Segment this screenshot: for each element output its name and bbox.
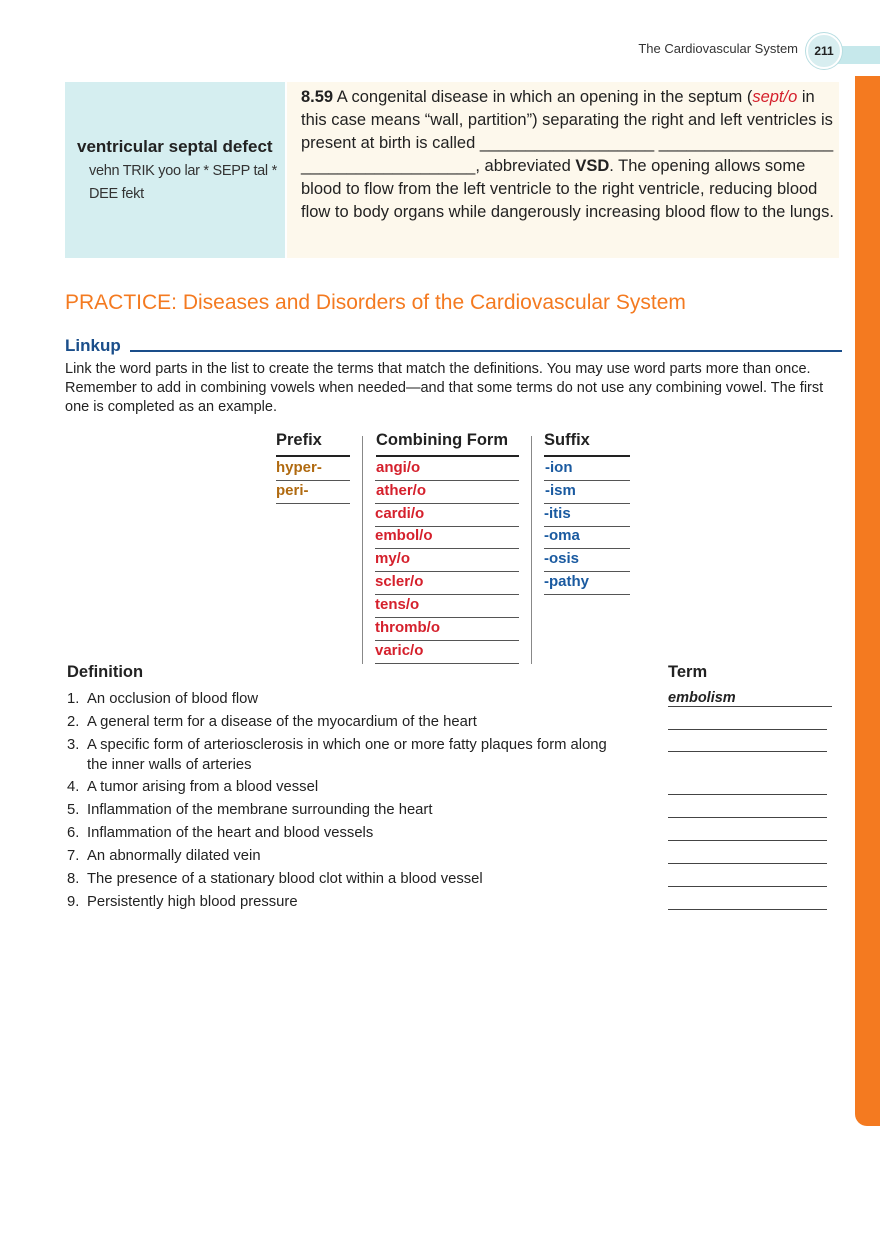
suffix-line xyxy=(544,480,630,481)
suffix-item: -ism xyxy=(545,482,576,499)
frame-number: 8.59 xyxy=(301,88,334,106)
prefix-item: peri- xyxy=(276,482,309,499)
combining-form-item: angi/o xyxy=(376,459,421,476)
definition-item: 6. Inflammation of the heart and blood vessels xyxy=(67,825,374,841)
example-answer: embolism xyxy=(668,690,736,706)
answer-blank[interactable] xyxy=(668,840,827,841)
frame-text: 8.59 A congenital disease in which an opening in the septum (sept/o in this case means “wall, partition”) separating the right and left ventricles is present at birth is called ___________________ ___________________ ___________________, abbreviated VSD. The opening allows some blood to flow from the left ventricle to the right ventricle, reducing blood flow to body organs while dangerously increasing blood flow to the lungs. xyxy=(301,88,834,221)
prefix-header-rule xyxy=(276,455,350,457)
practice-title: PRACTICE: Diseases and Disorders of the Cardiovascular System xyxy=(65,291,686,314)
answer-blank[interactable] xyxy=(668,794,827,795)
combining-line xyxy=(375,503,519,504)
answer-blank[interactable] xyxy=(668,751,827,752)
suffix-item: -itis xyxy=(544,505,571,522)
definition-item: 1. An occlusion of blood flow xyxy=(67,691,259,707)
prefix-line xyxy=(276,480,350,481)
suffix-item: -pathy xyxy=(544,573,589,590)
header-band xyxy=(836,46,880,64)
column-divider xyxy=(531,436,532,664)
definition-item: 8. The presence of a stationary blood clot within a blood vessel xyxy=(67,871,483,887)
combining-form-item: cardi/o xyxy=(375,505,425,522)
linkup-instructions: Link the word parts in the list to create the terms that match the definitions. You may use word parts more than once. Remember to add in combining vowels when needed—and that some terms do not use any combining vowel. The first one is completed as an example. xyxy=(65,361,824,415)
term-pronunciation: vehn TRIK yoo lar * SEPP tal * DEE fekt xyxy=(89,163,277,202)
combining-line xyxy=(375,663,519,664)
answer-blank[interactable] xyxy=(668,729,827,730)
suffix-item: -osis xyxy=(544,550,580,567)
prefix-header: Prefix xyxy=(276,431,322,449)
suffix-line xyxy=(544,548,630,549)
combining-line xyxy=(375,594,519,595)
answer-blank[interactable] xyxy=(668,817,827,818)
definition-item: 2. A general term for a disease of the myocardium of the heart xyxy=(67,714,477,730)
answer-blank[interactable] xyxy=(668,886,827,887)
chapter-edge-tab xyxy=(855,76,880,1126)
suffix-item: -ion xyxy=(545,459,573,476)
suffix-line xyxy=(544,571,630,572)
word-part-sept: sept/o xyxy=(752,88,798,106)
combining-line xyxy=(375,640,519,641)
term-header: Term xyxy=(668,663,708,681)
answer-blank[interactable] xyxy=(668,863,827,864)
definition-item: 7. An abnormally dilated vein xyxy=(67,848,261,864)
combining-header: Combining Form xyxy=(376,431,508,449)
combining-form-item: my/o xyxy=(375,550,411,567)
suffix-line xyxy=(544,503,630,504)
suffix-header: Suffix xyxy=(544,431,590,449)
suffix-header-rule xyxy=(544,455,630,457)
answer-blank[interactable] xyxy=(668,909,827,910)
combining-form-item: tens/o xyxy=(375,596,420,613)
suffix-line xyxy=(544,594,630,595)
definition-header: Definition xyxy=(67,663,144,681)
page-number: 211 xyxy=(806,33,842,69)
definition-item: 4. A tumor arising from a blood vessel xyxy=(67,779,319,795)
combining-form-item: scler/o xyxy=(375,573,424,590)
abbreviation-vsd: VSD xyxy=(575,157,610,175)
combining-line xyxy=(375,548,519,549)
prefix-line xyxy=(276,503,350,504)
combining-form-item: varic/o xyxy=(375,642,424,659)
combining-line xyxy=(375,617,519,618)
combining-form-item: thromb/o xyxy=(375,619,440,636)
definition-item: 9. Persistently high blood pressure xyxy=(67,894,298,910)
chapter-title: The Cardiovascular System xyxy=(638,41,798,56)
combining-line xyxy=(375,480,519,481)
combining-header-rule xyxy=(376,455,519,457)
linkup-rule xyxy=(130,350,842,352)
column-divider xyxy=(362,436,363,664)
answer-blank[interactable] xyxy=(668,706,832,707)
linkup-title: Linkup xyxy=(65,336,121,355)
combining-form-item: embol/o xyxy=(375,527,433,544)
term-title: ventricular septal defect xyxy=(77,137,273,156)
definition-item: 5. Inflammation of the membrane surrounding the heart xyxy=(67,802,433,818)
definition-item: 3. A specific form of arteriosclerosis in which one or more fatty plaques form along the inner walls of arteries xyxy=(67,737,607,773)
combining-form-item: ather/o xyxy=(376,482,427,499)
prefix-item: hyper- xyxy=(276,459,322,476)
combining-line xyxy=(375,571,519,572)
suffix-item: -oma xyxy=(544,527,580,544)
